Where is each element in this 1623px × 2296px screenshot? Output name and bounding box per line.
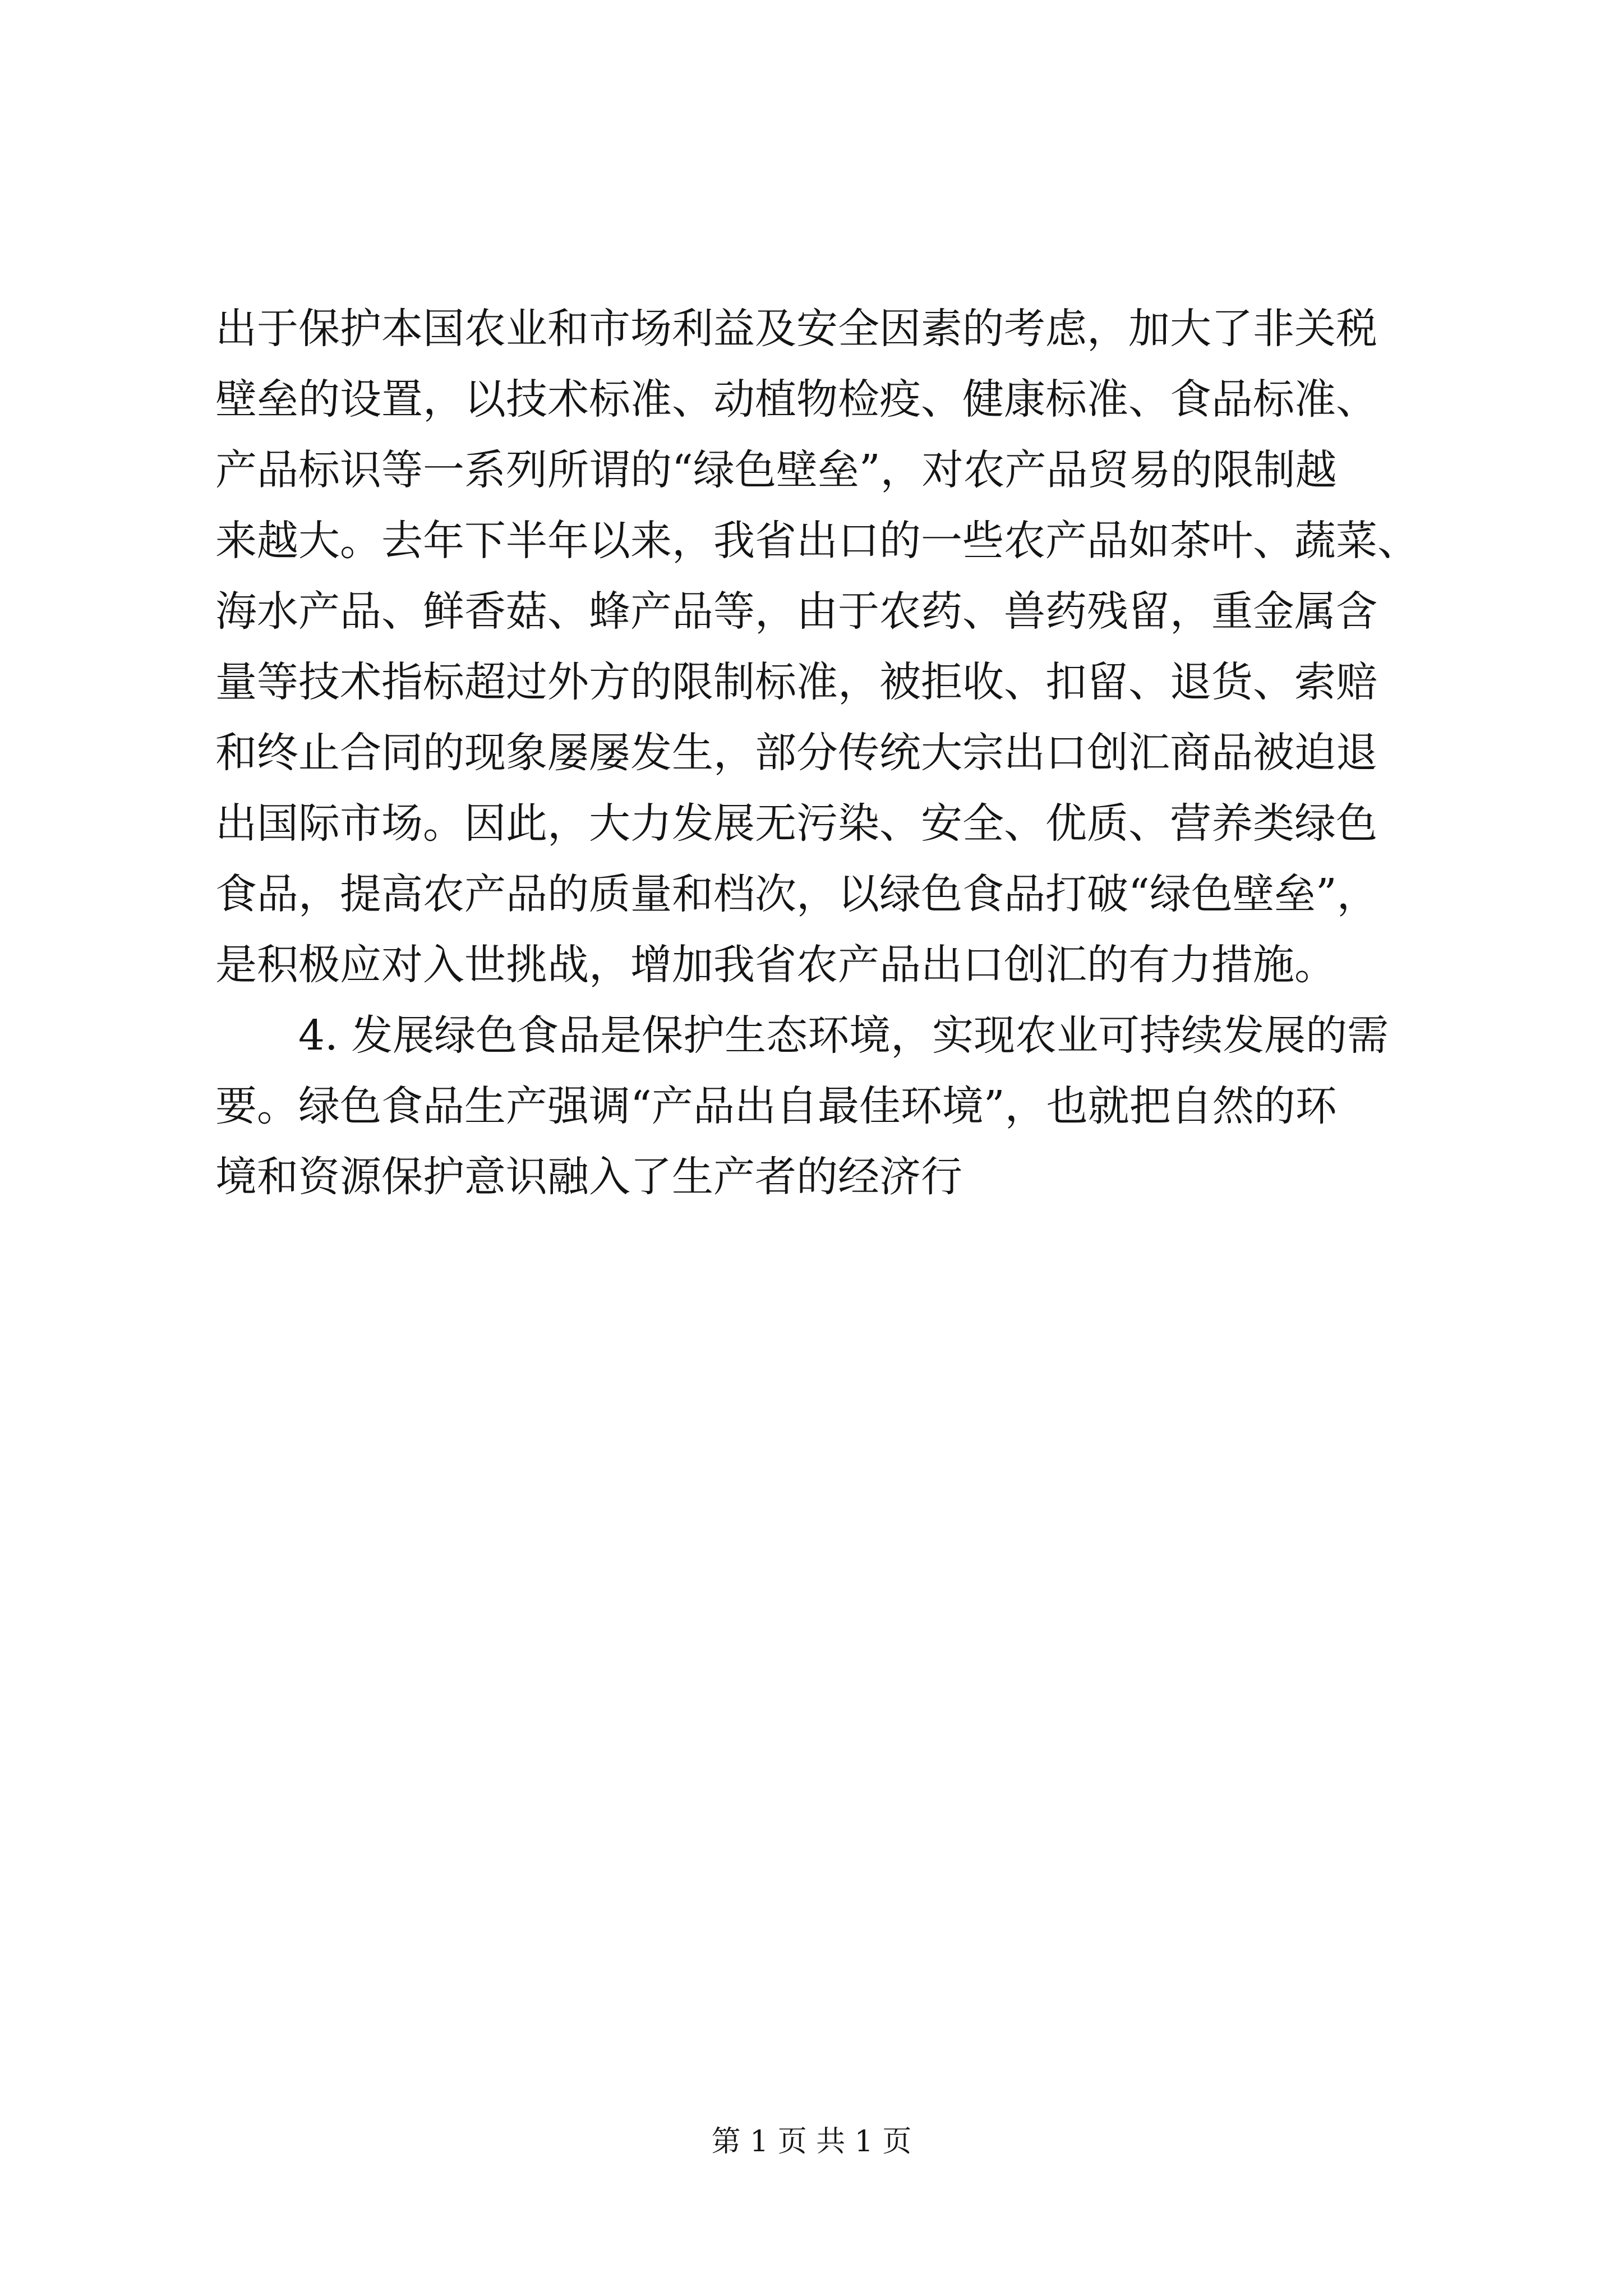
text-line: 壁垒的设置，以技术标准、动植物检疫、健康标准、食品标准、: [215, 375, 1377, 424]
text-line: 出于保护本国农业和市场利益及安全因素的考虑，加大了非关税: [215, 305, 1377, 353]
text-line: 海水产品、鲜香菇、蜂产品等，由于农药、兽药残留，重金属含: [215, 587, 1377, 636]
text-line: 量等技术指标超过外方的限制标准，被拒收、扣留、退货、索赔: [215, 658, 1377, 706]
text-line: 是积极应对入世挑战，增加我省农产品出口创汇的有力措施。: [215, 941, 1336, 989]
text-line: 产品标识等一系列所谓的“绿色壁垒”，对农产品贸易的限制越: [215, 446, 1337, 494]
text-line: 境和资源保护意识融入了生产者的经济行: [215, 1153, 962, 1201]
text-line: 4. 发展绿色食品是保护生态环境，实现农业可持续发展的需: [298, 1011, 1389, 1060]
text-line: 来越大。去年下半年以来，我省出口的一些农产品如茶叶、蔬菜、: [215, 517, 1419, 565]
text-line: 出国际市场。因此，大力发展无污染、安全、优质、营养类绿色: [215, 799, 1377, 848]
text-line: 和终止合同的现象屡屡发生，部分传统大宗出口创汇商品被迫退: [215, 729, 1377, 777]
text-line: 要。绿色食品生产强调“产品出自最佳环境”，也就把自然的环: [215, 1082, 1337, 1130]
page-footer: 第 1 页 共 1 页: [711, 2125, 912, 2159]
text-line: 食品，提高农产品的质量和档次，以绿色食品打破“绿色壁垒”，: [215, 870, 1378, 918]
